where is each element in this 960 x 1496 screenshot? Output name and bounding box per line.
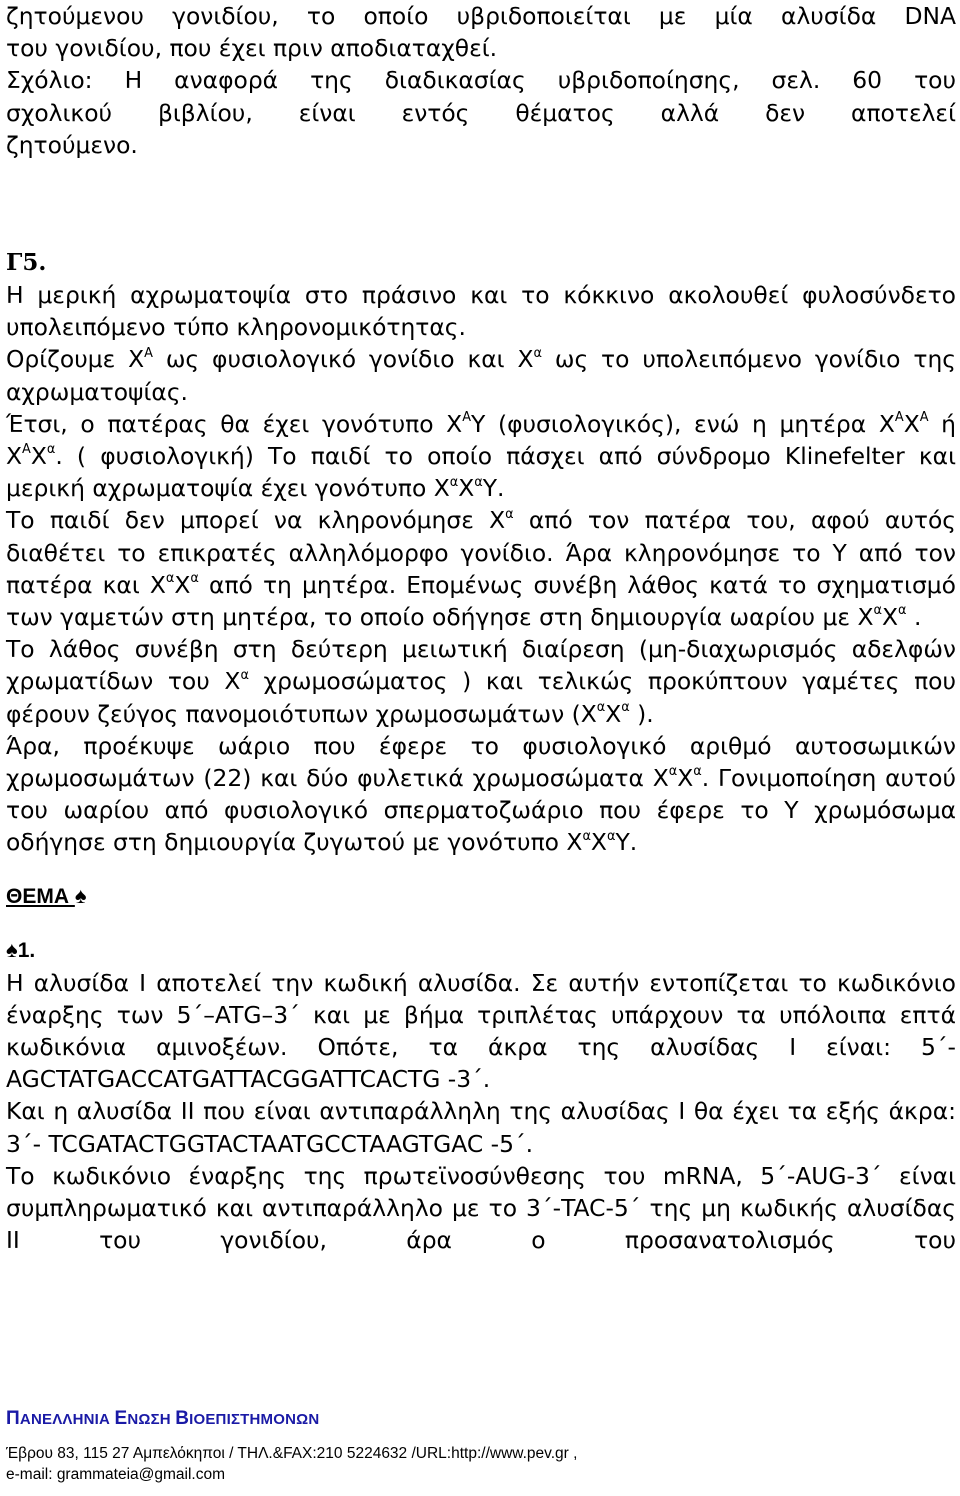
paragraph: Η μερική αχρωματοψία στο πράσινο και το κόκκινο ακολουθεί φυλοσύνδετο υπολειπόμενο τύπο κληρονομικότητας.: [6, 281, 956, 342]
footer-email: e-mail: grammateia@gmail.com: [6, 1466, 226, 1483]
intro-text: [6, 0, 956, 161]
intro-line: του γονιδίου, που έχει πριν αποδιαταχθεί.: [6, 34, 498, 63]
page-footer: [6, 1408, 956, 1485]
paragraph: Το λάθος συνέβη στη δεύτερη μειωτική διαίρεση (μη-διαχωρισμός αδελφών χρωματίδων του $X^\alpha$ χρωμοσώματος ) και τελικώς προκύπτουν γαμέτες που φέρουν ζεύγος πανομοιότυπων χρωμοσωμάτων ($X^\alpha X^\alpha$ ).: [6, 635, 956, 728]
organization-name: ΠΑΝΕΛΛΗΝΙΑ ΕΝΩΣΗ ΒΙΟΕΠΙΣΤΗΜΟΝΩΝ: [6, 1408, 320, 1429]
section-heading-g5: Γ5.: [6, 249, 47, 277]
subheading-1: ♠1.: [6, 934, 956, 967]
intro-line: ζητούμενου γονιδίου, το οποίο υβριδοποιείται με μία αλυσίδα DNA: [6, 2, 956, 30]
spade-icon: ♠: [6, 936, 18, 962]
footer-address: Έβρου 83, 115 27 Αμπελόκηποι / ΤΗΛ.&FAX:210 5224632 /URL:http://www.pev.gr ,: [6, 1445, 578, 1462]
paragraph: Άρα, προέκυψε ωάριο που έφερε το φυσιολογικό αριθμό αυτοσωμικών χρωμοσωμάτων (22) και δύο φυλετικά χρωμοσώματα $X^\alpha X^\alpha$. Γονιμοποίηση αυτού του ωαρίου από φυσιολογικό σπερματοζωάριο που έφερε το Υ χρωμόσωμα οδήγησε στη δημιουργία ζυγωτού με γονότυπο $X^\alpha X^\alpha\Upsilon$.: [6, 731, 956, 857]
intro-line: ζητούμενο.: [6, 130, 138, 159]
theme-heading: ΘΕΜΑ ♠: [6, 880, 956, 913]
document-body: [6, 0, 956, 1257]
spade-icon: ♠: [74, 882, 87, 908]
intro-line: σχολικού βιβλίου, είναι εντός θέματος αλλά δεν αποτελεί: [6, 98, 956, 127]
paragraph: Έτσι, ο πατέρας θα έχει γονότυπο $X^A\Upsilon$ (φυσιολογικός), ενώ η μητέρα $X^AX^A$ ή $X^AX^\alpha$. ( φυσιολογική) Το παιδί το οποίο πάσχει από σύνδρομο Klinefelter και μερική αχρωματοψία έχει γονότυπο $X^\alpha X^\alpha\Upsilon$.: [6, 409, 957, 503]
paragraph: Το παιδί δεν μπορεί να κληρονόμησε $X^\alpha$ από τον πατέρα του, αφού αυτός διαθέτει το επικρατές αλληλόμορφο γονίδιο. Άρα κληρονόμησε το Υ από τον πατέρα και $X^\alpha X^\alpha$ από τη μητέρα. Επομένως συνέβη λάθος κατά το σχηματισμό των γαμετών στη μητέρα, το οποίο οδήγησε στη δημιουργία ωαρίου με $X^\alpha X^\alpha$ .: [6, 506, 956, 632]
paragraph: Η αλυσίδα Ι αποτελεί την κωδική αλυσίδα. Σε αυτήν εντοπίζεται το κωδικόνιο έναρξης των 5΄–ATG–3΄ και με βήμα τριπλέτας υπάρχουν τα υπόλοιπα επτά κωδικόνια αμινοξέων. Οπότε, τα άκρα της αλυσίδας Ι είναι: 5΄- AGCTATGACCATGATTACGGATTCACTG -3΄.: [6, 968, 956, 1094]
paragraph: Το κωδικόνιο έναρξης της πρωτεϊνοσύνθεσης του mRNA, 5΄-AUG-3΄ είναι συμπληρωματικό και αντιπαράλληλο με το 3΄-TAC-5΄ της μη κωδικής αλυσίδας ΙΙ του γονιδίου, άρα ο προσανατολισμός του: [6, 1161, 956, 1255]
paragraph: Και η αλυσίδα ΙΙ που είναι αντιπαράλληλη της αλυσίδας Ι θα έχει τα εξής άκρα: 3΄- TCGATACTGGTACTAATGCCTAAGTGAC -5΄.: [6, 1097, 956, 1158]
paragraph: Ορίζουμε $X^A$ ως φυσιολογικό γονίδιο και $X^\alpha$ ως το υπολειπόμενο γονίδιο της αχρωματοψίας.: [6, 345, 956, 406]
intro-line: Σχόλιο: Η αναφορά της διαδικασίας υβριδοποίησης, σελ. 60 του: [6, 66, 956, 95]
